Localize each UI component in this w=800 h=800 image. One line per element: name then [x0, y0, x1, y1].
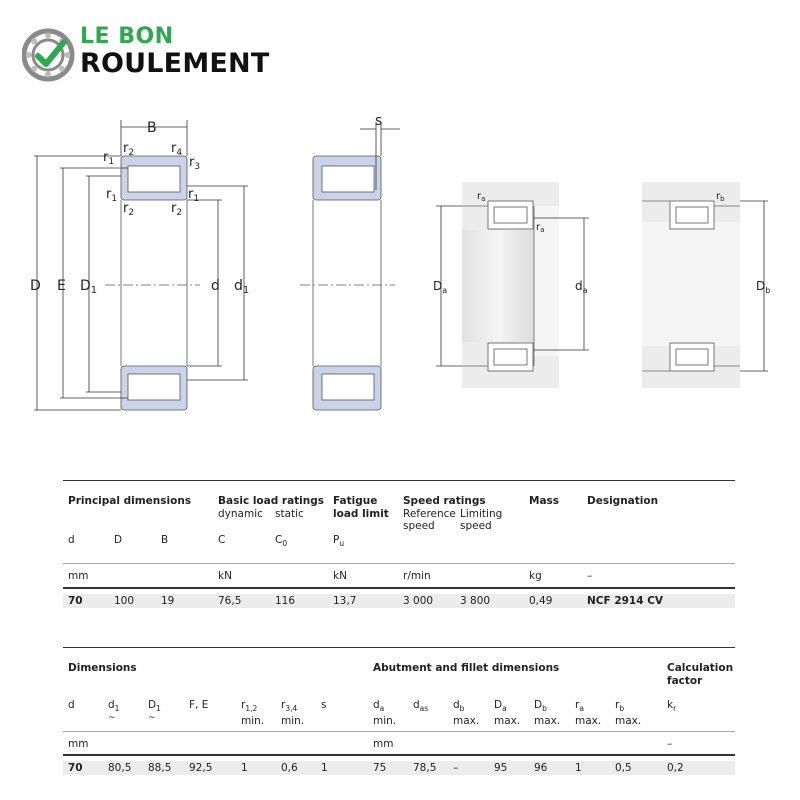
sym2-kr: $k_r$: [667, 699, 677, 714]
val2-Da: 95: [494, 762, 508, 774]
label-r2-top: $r_2$: [123, 141, 135, 158]
unit-rpm: r/min: [403, 570, 431, 582]
sym2-rb: $r_b$ max.: [615, 699, 642, 728]
unit-kN-fatigue: kN: [333, 570, 347, 582]
sym-d: d: [68, 534, 75, 546]
label-Da: $D_a$: [433, 279, 448, 295]
val-designation: NCF 2914 CV: [587, 595, 664, 607]
label-s: s: [375, 113, 383, 129]
val-ref-speed: 3 000: [403, 595, 434, 607]
sym2-D1: $D_1$ ~: [148, 699, 161, 724]
val-B: 19: [161, 595, 175, 607]
unit-mm: mm: [68, 570, 89, 582]
sym2-d: d: [68, 699, 75, 711]
sym2-das: $d_{as}$: [413, 699, 429, 714]
unit-kN-load: kN: [218, 570, 232, 582]
val2-da: 75: [373, 762, 387, 774]
sym2-Db: $D_b$ max.: [534, 699, 561, 728]
val-d: 70: [68, 595, 83, 607]
val2-d: 70: [68, 762, 83, 774]
val2-kr: 0,2: [667, 762, 684, 774]
hdr-speed-ratings: Speed ratings: [403, 495, 486, 507]
abutment-drawing-b: [642, 182, 771, 388]
label-D: D: [30, 278, 41, 294]
label-D1: $D_1$: [80, 278, 98, 296]
label-B: B: [147, 120, 157, 136]
sym2-d1: $d_1$ ~: [108, 699, 120, 724]
val2-FE: 92,5: [189, 762, 213, 774]
sym-C: C: [218, 534, 226, 546]
hdr-calculation: Calculation: [667, 662, 734, 674]
label-d1: $d_1$: [234, 278, 250, 296]
abutment-drawing-a: [436, 182, 589, 388]
sym-D: D: [114, 534, 123, 546]
hdr-abutment: Abutment and fillet dimensions: [373, 662, 560, 674]
val2-das: 78,5: [413, 762, 437, 774]
hdr-load-limit: load limit: [333, 508, 389, 520]
label-r1-top: $r_1$: [103, 150, 115, 167]
label-r1-right: $r_1$: [188, 187, 200, 204]
hdr-basic-load-ratings: Basic load ratings: [218, 495, 325, 507]
hdr-static: static: [275, 508, 304, 520]
label-r4: $r_4$: [171, 141, 183, 158]
hdr-mass: Mass: [529, 495, 560, 507]
sym-C0: $C_0$: [275, 534, 288, 549]
val-C: 76,5: [218, 595, 242, 607]
sym2-ra: $r_a$ max.: [575, 699, 602, 728]
sym2-Da: $D_a$ max.: [494, 699, 521, 728]
label-r2-inner: $r_2$: [123, 201, 135, 218]
logo-line-2: ROULEMENT: [80, 48, 270, 79]
val2-rb: 0,5: [615, 762, 632, 774]
unit2-mm-dims: mm: [68, 738, 89, 750]
unit2-mm-abutment: mm: [373, 738, 394, 750]
label-d: d: [211, 278, 220, 294]
bearing-check-icon: [22, 28, 76, 82]
val2-d1: 80,5: [108, 762, 132, 774]
unit-kg: kg: [529, 570, 542, 582]
cross-section-axial-displacement: [300, 122, 400, 410]
logo-line-1: LE BON: [80, 24, 174, 49]
unit-designation-dash: –: [587, 570, 593, 582]
label-r2-inner-right: $r_2$: [171, 201, 183, 218]
val-D: 100: [114, 595, 135, 607]
hdr-limiting: Limiting: [460, 508, 503, 520]
label-r3: $r_3$: [189, 155, 201, 172]
val-Pu: 13,7: [333, 595, 357, 607]
val2-Db: 96: [534, 762, 548, 774]
hdr-designation: Designation: [587, 495, 659, 507]
hdr-reference-speed: speed: [403, 520, 435, 532]
sym2-FE: F, E: [189, 699, 209, 711]
sym2-da: $d_a$ min.: [373, 699, 397, 728]
sym2-r34: $r_{3,4}$ min.: [281, 699, 305, 728]
unit2-dash: –: [667, 738, 673, 750]
bearing-drawings: [0, 100, 800, 430]
hdr-dimensions: Dimensions: [68, 662, 137, 674]
val-mass: 0,49: [529, 595, 553, 607]
hdr-dynamic: dynamic: [218, 508, 263, 520]
label-E: E: [57, 278, 66, 294]
label-da: $d_a$: [575, 279, 588, 295]
sym-B: B: [161, 534, 169, 546]
sym2-db: $d_b$ max.: [453, 699, 480, 728]
sym-Pu: $P_u$: [333, 534, 345, 549]
label-Db: $D_b$: [756, 279, 771, 295]
val2-ra: 1: [575, 762, 582, 774]
hdr-factor: factor: [667, 675, 703, 687]
sym2-r12: $r_{1,2}$ min.: [241, 699, 265, 728]
label-r1-inner: $r_1$: [106, 187, 118, 204]
val2-r34: 0,6: [281, 762, 298, 774]
cross-section-dimensioned: [34, 120, 248, 410]
hdr-reference: Reference: [403, 508, 456, 520]
val2-db: –: [453, 762, 459, 774]
label-ra-inner: $r_a$: [536, 222, 545, 234]
val2-r12: 1: [241, 762, 248, 774]
label-ra-top: $r_a$: [477, 191, 486, 203]
val2-s: 1: [321, 762, 328, 774]
val-C0: 116: [275, 595, 296, 607]
val2-D1: 88,5: [148, 762, 172, 774]
label-rb: $r_b$: [716, 191, 725, 203]
hdr-fatigue: Fatigue: [333, 495, 378, 507]
logo: [22, 26, 312, 86]
hdr-principal-dimensions: Principal dimensions: [68, 495, 192, 507]
sym2-s: s: [321, 699, 327, 711]
hdr-limiting-speed: speed: [460, 520, 492, 532]
dimensions-table: [63, 647, 735, 782]
principal-dimensions-table: [63, 480, 735, 610]
val-lim-speed: 3 800: [460, 595, 491, 607]
